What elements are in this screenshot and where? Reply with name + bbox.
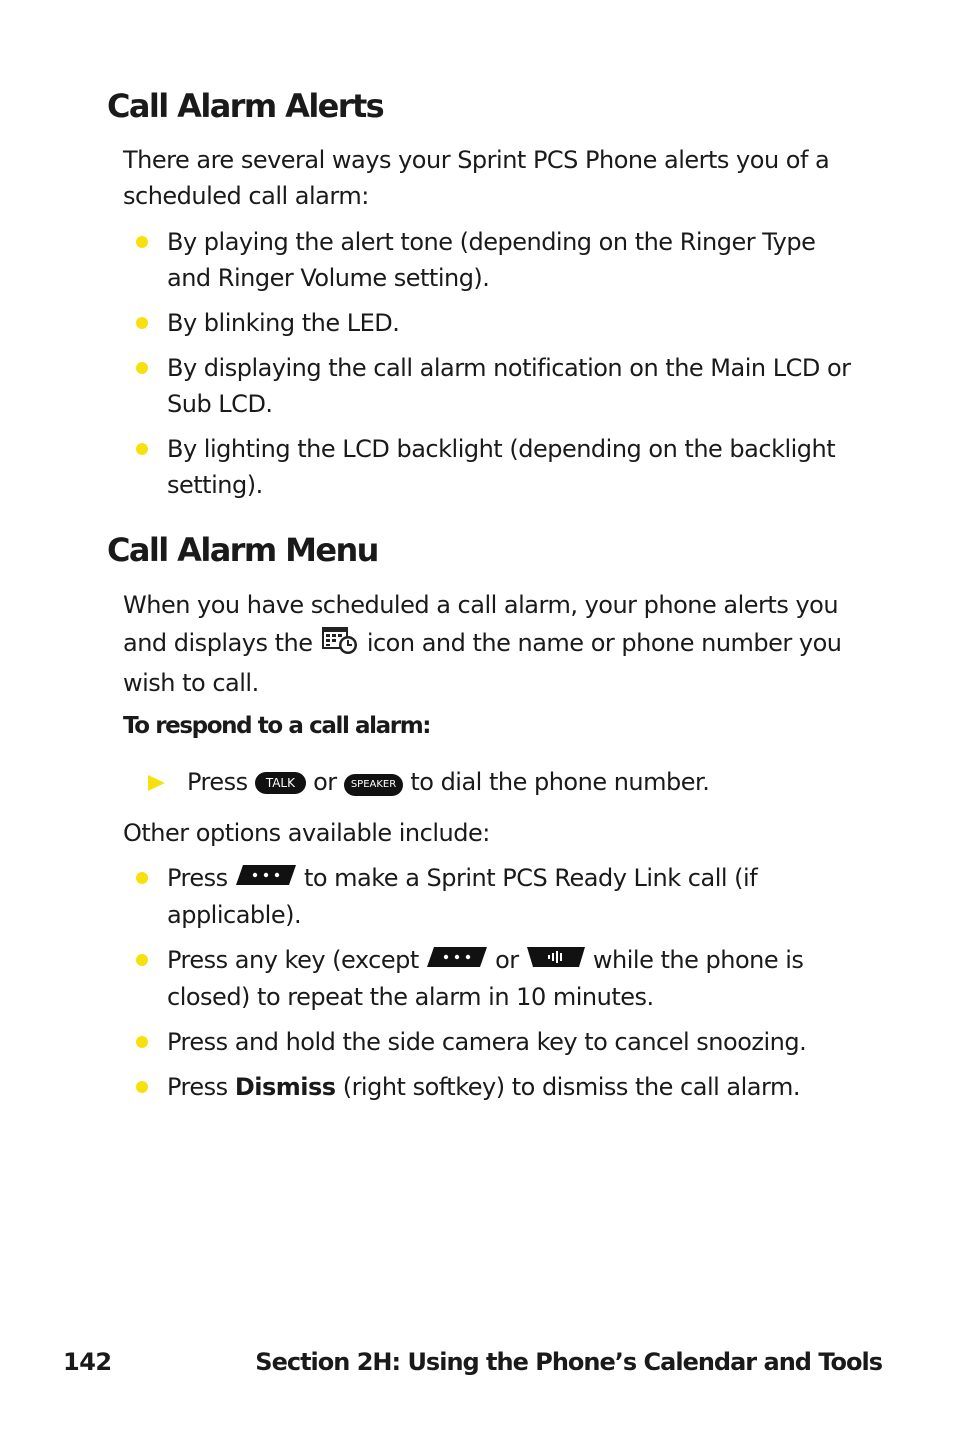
alerts-bullet-list (123, 224, 863, 512)
subheading-respond: To respond to a call alarm: (123, 713, 431, 739)
bullet-icon (136, 443, 148, 455)
bullet-icon (136, 954, 148, 966)
other-options-intro: Other options available include: (123, 819, 490, 847)
bullet-icon (136, 362, 148, 374)
list-item: By playing the alert tone (depending on the Ringer Type and Ringer Volume setting). (123, 224, 863, 296)
alerts-intro: There are several ways your Sprint PCS Phone alerts you of a scheduled call alarm: (123, 146, 830, 210)
bullet-icon (136, 317, 148, 329)
list-item: By lighting the LCD backlight (depending on the backlight setting). (123, 431, 863, 503)
step-arrow-icon (148, 775, 165, 791)
list-item: Press Dismiss (right softkey) to dismiss the call alarm. (123, 1069, 863, 1105)
bullet-icon (136, 872, 148, 884)
talk-key-icon: TALK (255, 772, 306, 794)
list-item: Press and hold the side camera key to cancel snoozing. (123, 1024, 863, 1060)
list-item: By displaying the call alarm notification on the Main LCD or Sub LCD. (123, 350, 863, 422)
bullet-icon (136, 1081, 148, 1093)
ready-link-key-icon (235, 861, 297, 897)
options-bullet-list (123, 860, 863, 1114)
dismiss-softkey-label: Dismiss (234, 1073, 336, 1101)
list-item: Press any key (except or while the phone is closed) to repeat the alarm in 10 minutes. (123, 942, 863, 1015)
list-item: Press to make a Sprint PCS Ready Link call (if applicable). (123, 860, 863, 933)
heading-call-alarm-alerts: Call Alarm Alerts (107, 87, 384, 125)
speaker-key-icon: SPEAKER (344, 774, 403, 796)
page-number: 142 (63, 1348, 112, 1376)
menu-intro: When you have scheduled a call alarm, your phone alerts you and displays the icon and the name or phone number you wish to call. (123, 591, 842, 697)
heading-call-alarm-menu: Call Alarm Menu (107, 531, 378, 569)
side-key-icon (526, 943, 586, 979)
ready-link-key-icon (426, 943, 488, 979)
section-title: Section 2H: Using the Phone’s Calendar and Tools (255, 1348, 882, 1376)
bullet-icon (136, 1036, 148, 1048)
bullet-icon (136, 236, 148, 248)
step-dial: Press TALK or SPEAKER to dial the phone number. (148, 764, 709, 800)
list-item: By blinking the LED. (123, 305, 863, 341)
calendar-alarm-icon (320, 623, 360, 665)
